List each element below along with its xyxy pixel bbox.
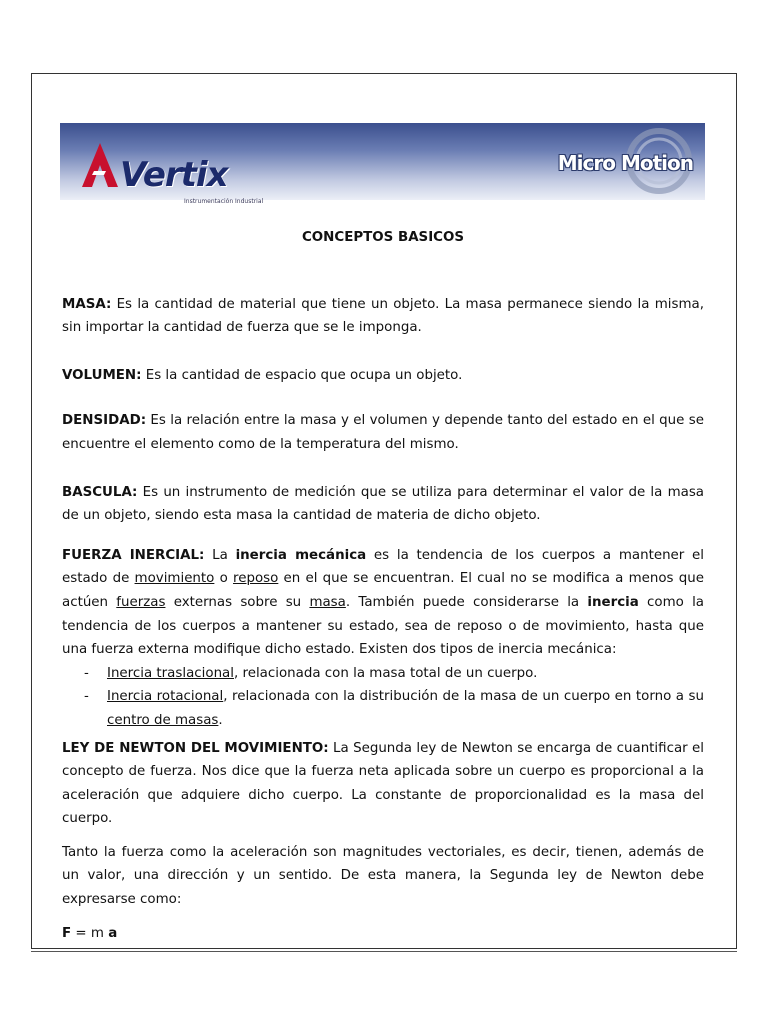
definition-masa: MASA: Es la cantidad de material que tiene un objeto. La masa permanece siendo la misma, sin importar la cantidad de fuerza que se le imponga. — [62, 296, 704, 336]
term-fuerza-inercial: FUERZA INERCIAL: — [62, 547, 205, 563]
term-bascula: BASCULA: — [62, 484, 138, 500]
micro-motion-logo — [551, 127, 701, 197]
document-body — [62, 226, 704, 945]
document-title: CONCEPTOS BASICOS — [301, 230, 465, 245]
term-masa: MASA: — [62, 296, 112, 312]
definition-fuerza-inercial: FUERZA INERCIAL: La inercia mecánica es la tendencia de los cuerpos a mantener el estado de movimiento o reposo en el que se encuentran. El cual no se modifica a menos que actúen fuerzas externas sobre su masa. También puede considerarse la inercia como la tendencia de los cuerpos a mantener su estado, sea de reposo o de movimiento, hasta que una fuerza externa modifique dicho estado. Existen dos tipos de inercia mecánica: — [62, 547, 705, 658]
vertix-logo — [78, 137, 268, 205]
link-fuerzas[interactable]: fuerzas — [116, 594, 166, 610]
list-item: - Inercia traslacional, relacionada con la masa total de un cuerpo. — [84, 665, 538, 681]
link-reposo[interactable]: reposo — [233, 571, 279, 587]
page-bottom-line — [31, 951, 737, 952]
vertix-logo-tagline: Instrumentación Industrial — [184, 198, 264, 205]
term-ley-newton: LEY DE NEWTON DEL MOVIMIENTO: — [62, 740, 329, 756]
definition-volumen: VOLUMEN: Es la cantidad de espacio que ocupa un objeto. — [62, 367, 463, 383]
vertix-logo-text: Vertix — [120, 155, 228, 195]
link-inercia-rotacional[interactable]: Inercia rotacional — [107, 689, 224, 705]
list-item: - Inercia rotacional, relacionada con la distribución de la masa de un cuerpo en torno a su centro de masas. — [84, 689, 704, 728]
link-masa[interactable]: masa — [309, 594, 346, 610]
header-banner — [60, 123, 705, 205]
vertix-triangle-icon — [80, 141, 120, 191]
link-inercia-traslacional[interactable]: Inercia traslacional — [107, 665, 234, 681]
definition-densidad: DENSIDAD: Es la relación entre la masa y el volumen y depende tanto del estado en el que se encuentre el elemento como de la temperatura del mismo. — [62, 413, 704, 452]
micro-motion-logo-text: Micro Motion — [557, 151, 693, 175]
paragraph-vectorial: Tanto la fuerza como la aceleración son magnitudes vectoriales, es decir, tienen, además de un valor, una dirección y un sentido. De esta manera, la Segunda ley de Newton debe expresarse como: — [62, 844, 704, 908]
term-densidad: DENSIDAD: — [62, 413, 147, 429]
term-volumen: VOLUMEN: — [62, 367, 142, 383]
definition-ley-newton: LEY DE NEWTON DEL MOVIMIENTO: La Segunda ley de Newton se encarga de cuantificar el concepto de fuerza. Nos dice que la fuerza neta aplicada sobre un cuerpo es proporcional a la aceleración que adquiere dicho cuerpo. La constante de proporcionalidad es la masa del cuerpo. — [62, 740, 704, 827]
formula-newton: F = m a — [62, 925, 118, 941]
definition-bascula: BASCULA: Es un instrumento de medición que se utiliza para determinar el valor de la masa de un objeto, siendo esta masa la cantidad de materia de dicho objeto. — [62, 484, 704, 524]
inertia-types-list — [62, 662, 704, 733]
link-movimiento[interactable]: movimiento — [134, 571, 215, 587]
link-centro-de-masas[interactable]: centro de masas — [107, 712, 219, 728]
